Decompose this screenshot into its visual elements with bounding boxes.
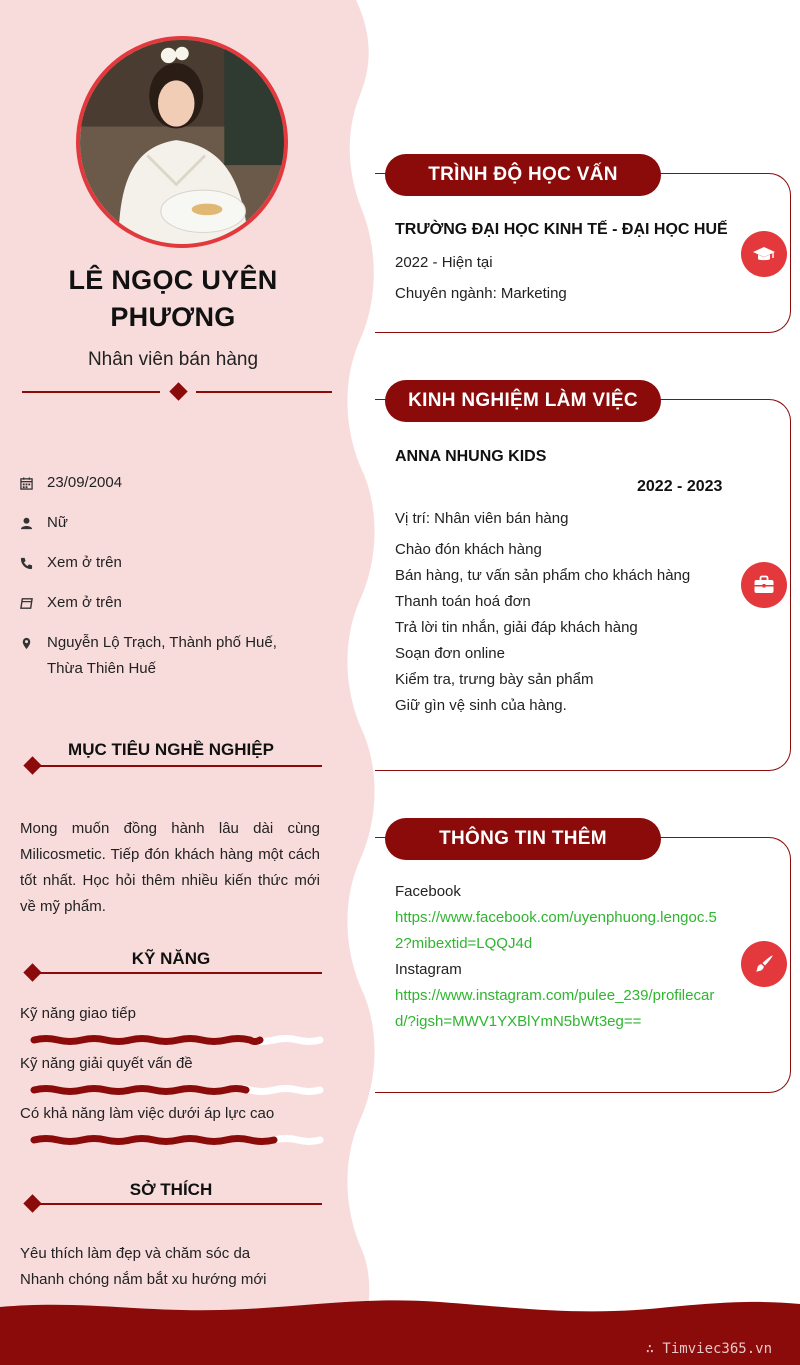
hobbies-heading bbox=[20, 1180, 322, 1210]
contact-address bbox=[20, 630, 320, 682]
name-divider bbox=[22, 380, 332, 404]
experience-duty: Trả lời tin nhắn, giải đáp khách hàng bbox=[395, 619, 638, 636]
experience-icon-badge bbox=[741, 562, 787, 608]
hobby-item: Yêu thích làm đẹp và chăm sóc da bbox=[20, 1245, 251, 1262]
additional-icon-badge bbox=[741, 941, 787, 987]
gender-text: Nữ bbox=[47, 514, 68, 531]
name-line-1: LÊ NGỌC UYÊN bbox=[68, 265, 278, 295]
contact-gender bbox=[20, 510, 320, 536]
avatar bbox=[76, 36, 288, 248]
facebook-label: Facebook bbox=[395, 883, 461, 900]
education-icon-badge bbox=[741, 231, 787, 277]
experience-duty: Thanh toán hoá đơn bbox=[395, 593, 531, 610]
experience-duty: Giữ gìn vệ sinh của hàng. bbox=[395, 697, 567, 714]
footer-brand: ∴ Timviec365.vn bbox=[645, 1341, 772, 1357]
skill-bar-fill bbox=[34, 1139, 274, 1142]
email-icon bbox=[20, 590, 47, 616]
experience-duty: Chào đón khách hàng bbox=[395, 541, 542, 558]
experience-company: ANNA NHUNG KIDS bbox=[395, 448, 547, 465]
experience-duty: Kiểm tra, trưng bày sản phẩm bbox=[395, 671, 594, 688]
facebook-link[interactable]: https://www.facebook.com/uyenphuong.lengoc.52?mibextid=LQQJ4d bbox=[395, 909, 717, 952]
experience-position: Vị trí: Nhân viên bán hàng bbox=[395, 510, 569, 527]
paintbrush-icon bbox=[752, 952, 776, 976]
name-line-2: PHƯƠNG bbox=[110, 302, 236, 332]
profile-photo bbox=[80, 40, 284, 244]
education-box bbox=[375, 173, 791, 333]
contact-email bbox=[20, 590, 320, 616]
graduation-cap-icon bbox=[752, 242, 776, 266]
skill-label: Có khả năng làm việc dưới áp lực cao bbox=[20, 1105, 275, 1122]
skill-bar bbox=[34, 1134, 320, 1146]
experience-heading: KINH NGHIỆM LÀM VIỆC bbox=[385, 380, 661, 422]
experience-duty: Soạn đơn online bbox=[395, 645, 505, 662]
phone-text: Xem ở trên bbox=[47, 554, 122, 571]
skills-heading-text: KỸ NĂNG bbox=[131, 949, 211, 968]
objective-heading bbox=[20, 740, 322, 770]
contact-birthdate bbox=[20, 470, 320, 496]
experience-period: 2022 - 2023 bbox=[637, 478, 723, 495]
skills-heading bbox=[20, 949, 322, 979]
location-icon bbox=[20, 630, 47, 656]
birthdate-text: 23/09/2004 bbox=[47, 474, 123, 491]
phone-icon bbox=[20, 550, 47, 576]
objective-text: Mong muốn đồng hành lâu dài cùng Milicosmetic. Tiếp đón khách hàng một cách tốt nhất. Học hỏi thêm nhiều kiến thức mới về mỹ phẩm. bbox=[20, 820, 320, 915]
education-major: Chuyên ngành: Marketing bbox=[395, 285, 567, 302]
skill-bar bbox=[34, 1084, 320, 1096]
skill-bar bbox=[34, 1034, 320, 1046]
hobbies-heading-text: SỞ THÍCH bbox=[129, 1180, 213, 1199]
address-text: Nguyễn Lộ Trạch, Thành phố Huế, Thừa Thiên Huế bbox=[47, 634, 277, 677]
education-period: 2022 - Hiện tại bbox=[395, 254, 493, 271]
additional-heading: THÔNG TIN THÊM bbox=[385, 818, 661, 860]
contact-phone bbox=[20, 550, 320, 576]
calendar-icon bbox=[20, 470, 47, 496]
candidate-name bbox=[20, 262, 326, 336]
education-school: TRƯỜNG ĐẠI HỌC KINH TẾ - ĐẠI HỌC HUẾ bbox=[395, 221, 728, 238]
hobby-item: Nhanh chóng nắm bắt xu hướng mới bbox=[20, 1271, 267, 1288]
education-heading: TRÌNH ĐỘ HỌC VẤN bbox=[385, 154, 661, 196]
instagram-link[interactable]: https://www.instagram.com/pulee_239/profilecard/?igsh=MWV1YXBlYmN5bWt3eg== bbox=[395, 987, 715, 1030]
skill-label: Kỹ năng giải quyết vấn đề bbox=[20, 1055, 193, 1072]
experience-duty: Bán hàng, tư vấn sản phẩm cho khách hàng bbox=[395, 567, 691, 584]
user-icon bbox=[20, 510, 47, 536]
objective-heading-text: MỤC TIÊU NGHỀ NGHIỆP bbox=[68, 740, 274, 759]
email-text: Xem ở trên bbox=[47, 594, 122, 611]
job-title: Nhân viên bán hàng bbox=[87, 349, 259, 370]
briefcase-icon bbox=[752, 573, 776, 597]
skill-label: Kỹ năng giao tiếp bbox=[20, 1005, 136, 1022]
skill-bar-fill bbox=[34, 1039, 260, 1042]
instagram-label: Instagram bbox=[395, 961, 462, 978]
skill-bar-fill bbox=[34, 1089, 246, 1092]
